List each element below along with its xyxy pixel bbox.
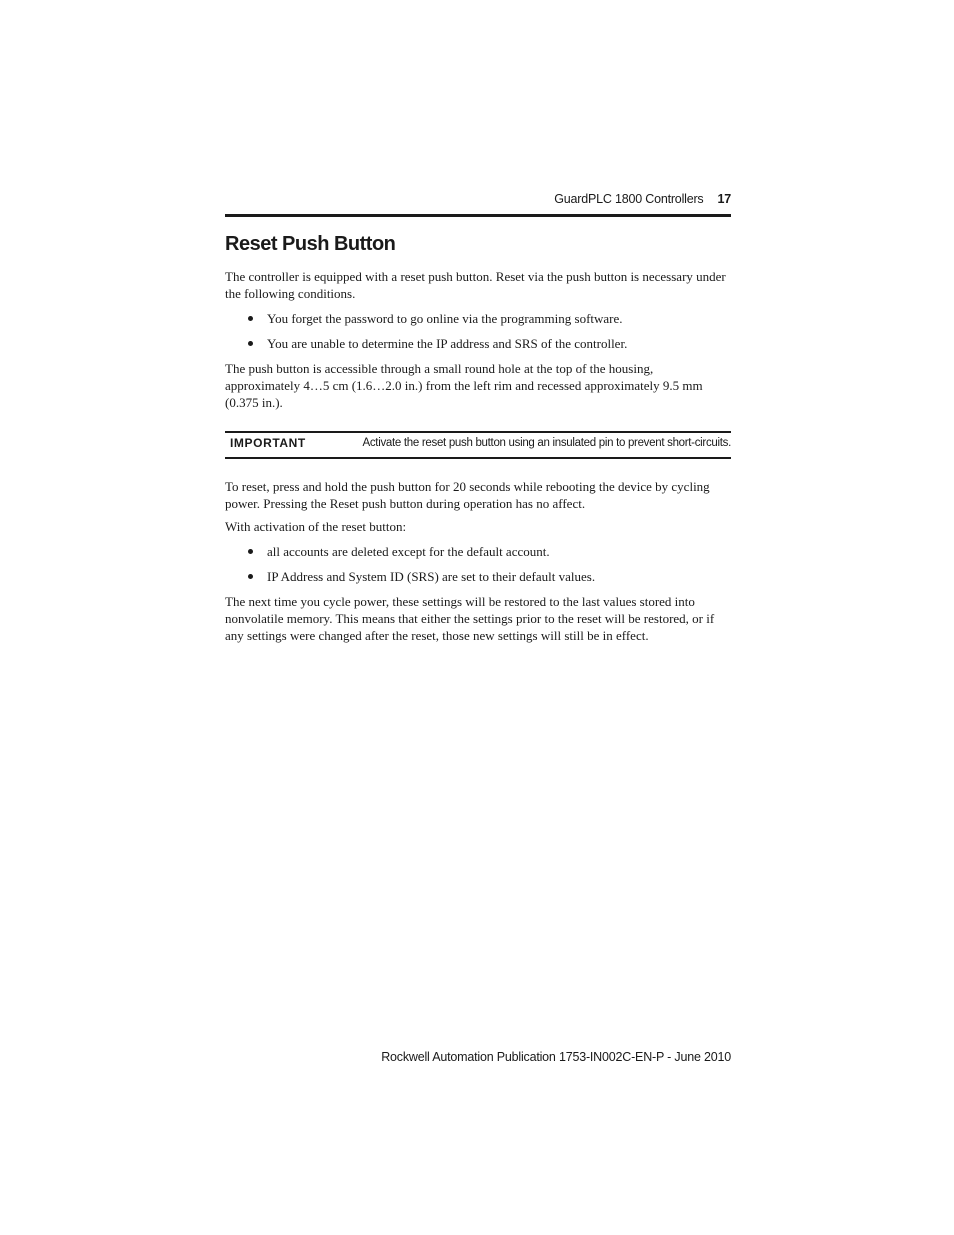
intro-paragraph: The controller is equipped with a reset push button. Reset via the push button is necessary under the following conditions. — [225, 269, 726, 301]
page-footer: Rockwell Automation Publication 1753-IN002C-EN-P - June 2010 — [381, 1050, 731, 1064]
list-item: You forget the password to go online via the programming software. — [225, 310, 731, 327]
closing-paragraph: The next time you cycle power, these settings will be restored to the last values stored into nonvolatile memory. This means that either the settings prior to the reset will be restored, or if any settings were changed after the reset, those new settings will still be in effect. — [225, 594, 715, 643]
list-item: IP Address and System ID (SRS) are set to their default values. — [225, 568, 731, 585]
list-item: You are unable to determine the IP address and SRS of the controller. — [225, 335, 731, 352]
running-header — [554, 192, 731, 206]
activation-intro: With activation of the reset button: — [225, 519, 407, 534]
running-title: GuardPLC 1800 Controllers — [554, 192, 704, 206]
section-title: Reset Push Button — [225, 233, 396, 255]
bullet-icon — [248, 574, 253, 579]
important-label: IMPORTANT — [230, 436, 306, 450]
bullet-icon — [248, 316, 253, 321]
location-paragraph: The push button is accessible through a small round hole at the top of the housing, approximately 4…5 cm (1.6…2.0 in.) from the left rim and recessed approximately 9.5 mm (0.375 in.). — [225, 361, 703, 410]
important-callout — [225, 431, 731, 459]
document-page — [225, 0, 731, 1235]
list-item: all accounts are deleted except for the default account. — [225, 543, 731, 560]
page-number: 17 — [717, 192, 731, 206]
bullet-icon — [248, 341, 253, 346]
conditions-list — [225, 310, 731, 352]
bullet-icon — [248, 549, 253, 554]
procedure-paragraph: To reset, press and hold the push button for 20 seconds while rebooting the device by cycling power. Pressing the Reset push button during operation has no affect. — [225, 479, 710, 511]
header-rule — [225, 214, 731, 217]
effects-list — [225, 543, 731, 585]
important-text: Activate the reset push button using an insulated pin to prevent short-circuits. — [362, 437, 731, 449]
